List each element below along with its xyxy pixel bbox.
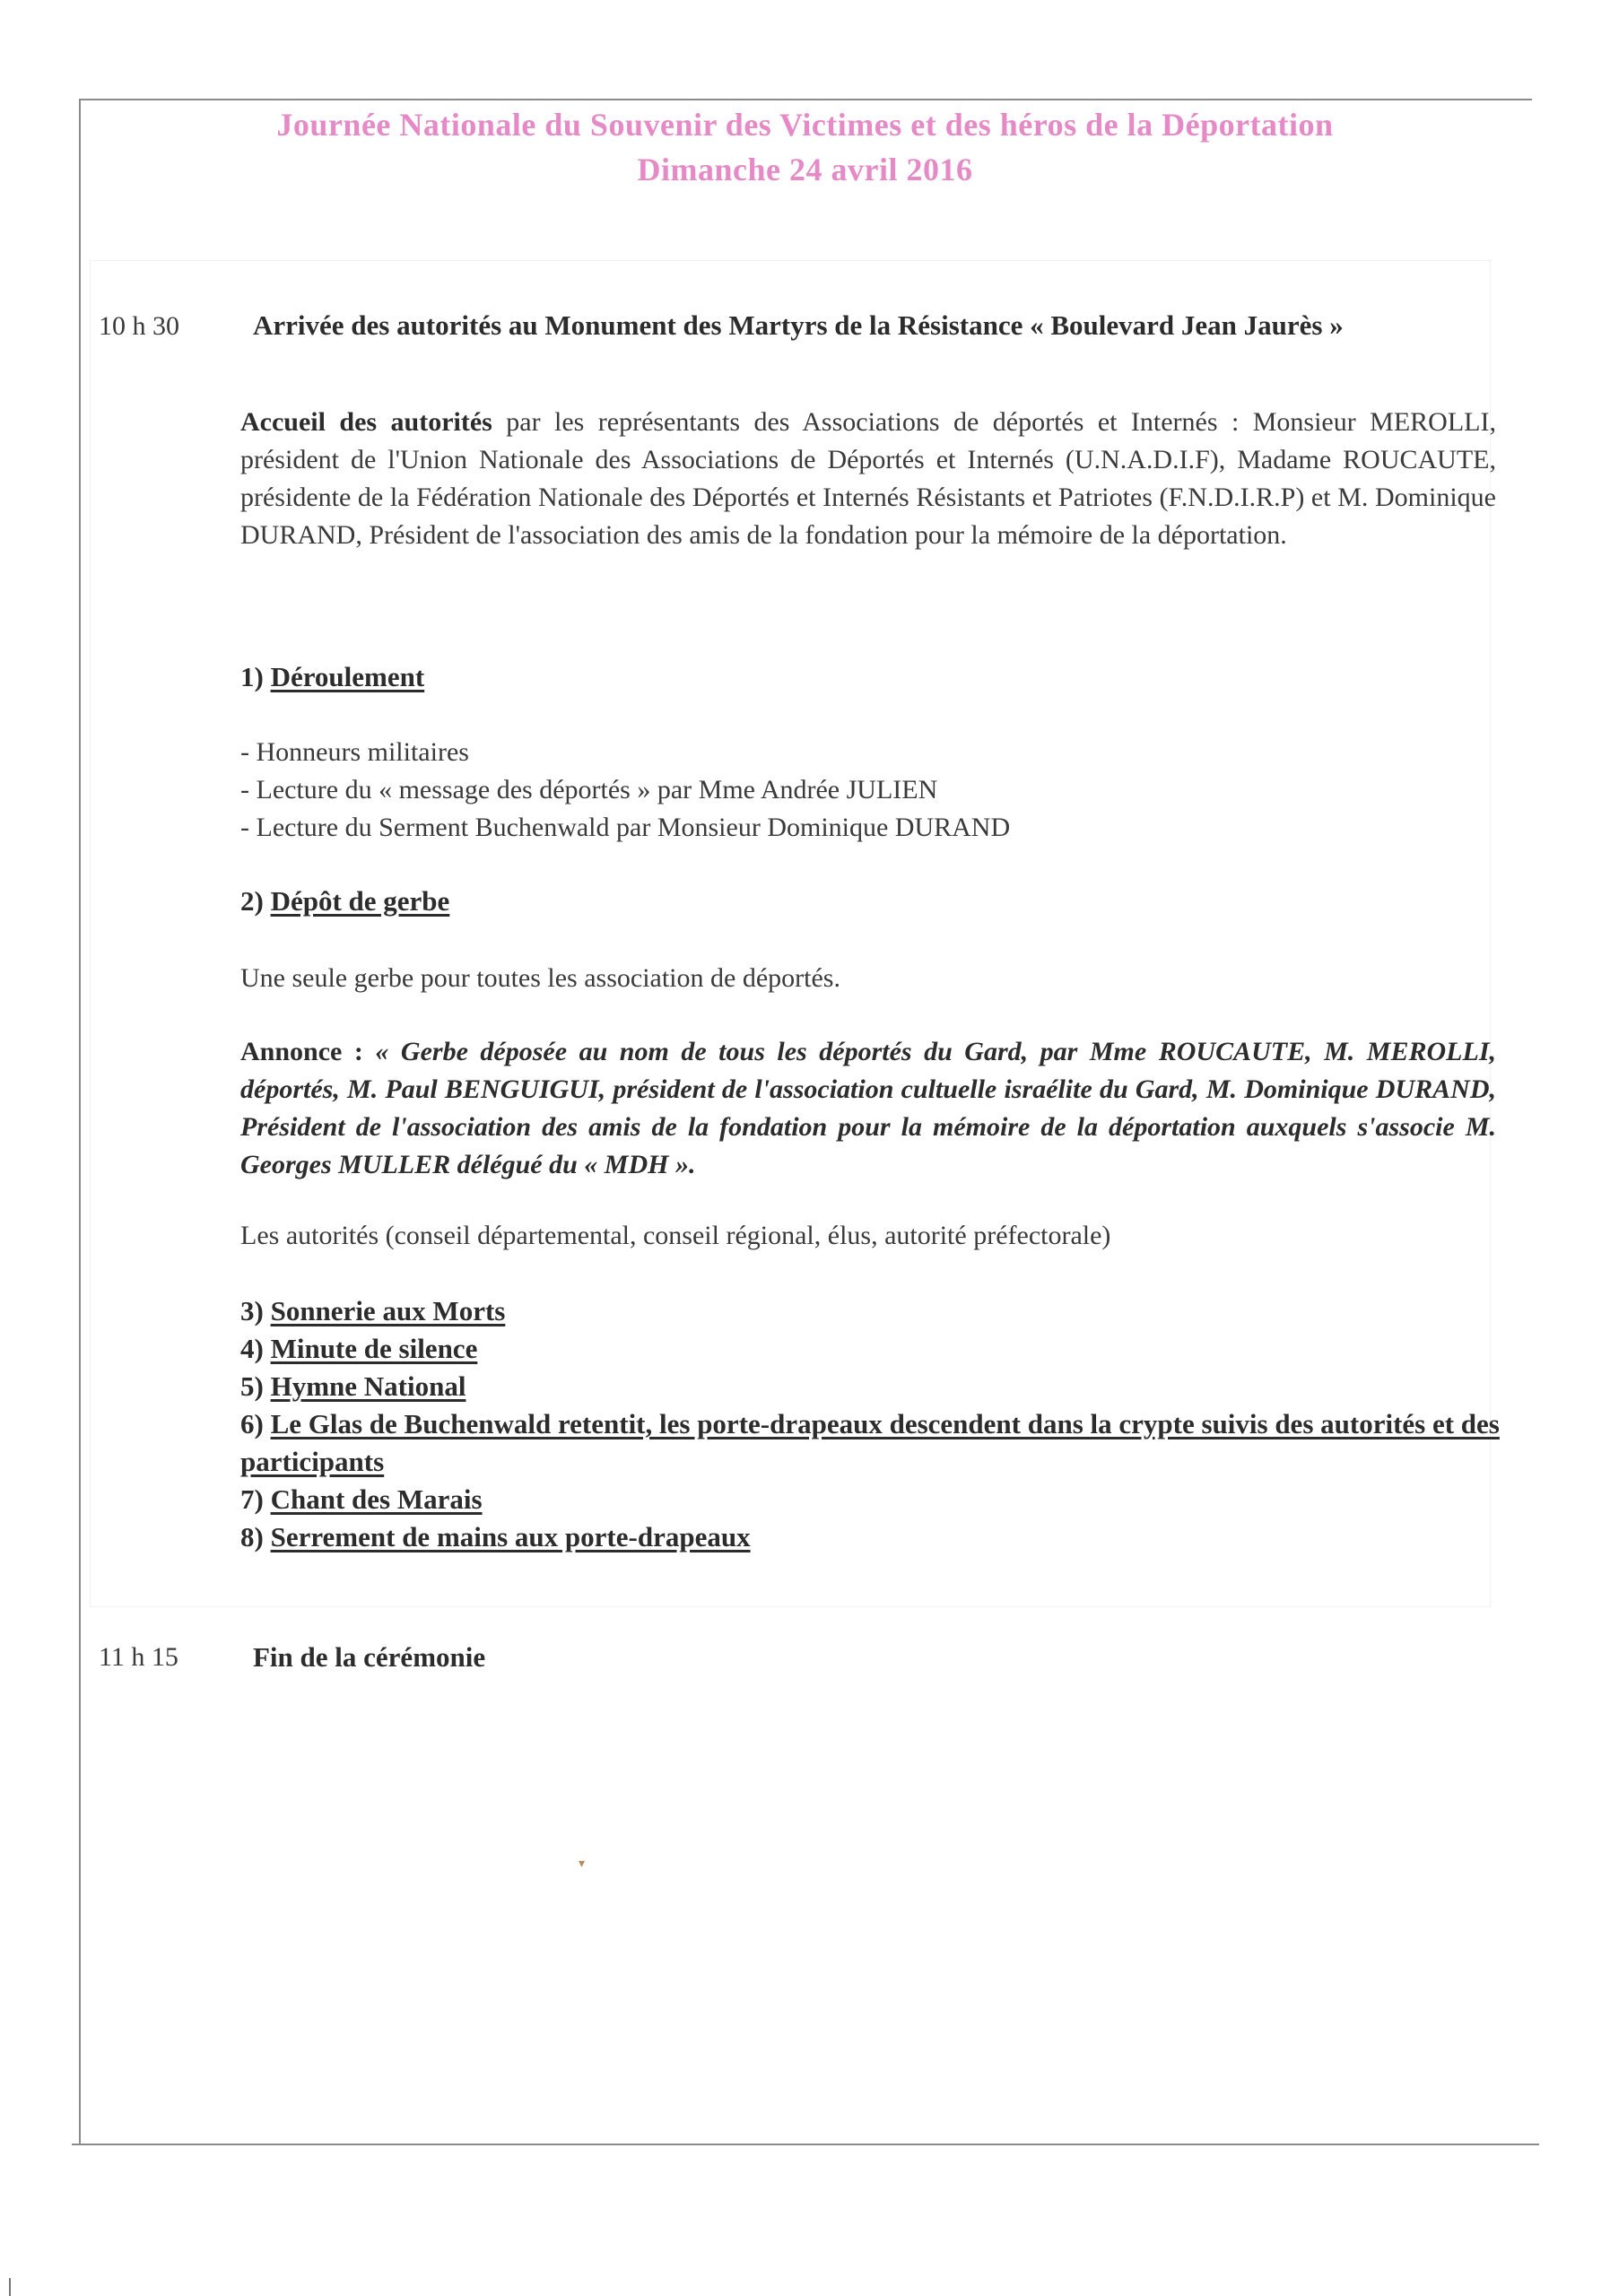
step-label: Le Glas de Buchenwald retentit, les porte-drapeaux descendent dans la crypte suivis des autorités et des participants xyxy=(240,1408,1500,1477)
step-item xyxy=(240,1368,1514,1405)
section-deroulement-number: 1) xyxy=(240,661,271,692)
document-date: Dimanche 24 avril 2016 xyxy=(637,152,973,187)
step-item xyxy=(240,1330,1514,1368)
step-label: Hymne National xyxy=(270,1370,466,1402)
step-item xyxy=(240,1481,1514,1518)
arrival-heading: Arrivée des autorités au Monument des Martyrs de la Résistance « Boulevard Jean Jaurès » xyxy=(253,309,1344,341)
deroulement-list xyxy=(240,734,1010,847)
step-number: 6) xyxy=(240,1408,271,1439)
step-label: Serrement de mains aux porte-drapeaux xyxy=(270,1521,751,1552)
step-number: 4) xyxy=(240,1333,271,1364)
step-item xyxy=(240,1518,1514,1556)
frame-bottom-rule xyxy=(72,2144,1539,2145)
autorites-paragraph: Les autorités (conseil départemental, conseil régional, élus, autorité préfectorale) xyxy=(240,1221,1111,1250)
document-title: Journée Nationale du Souvenir des Victimes et des héros de la Déportation xyxy=(276,107,1334,143)
annonce-label: Annonce : xyxy=(240,1037,376,1066)
section-depot-title: Dépôt de gerbe xyxy=(270,885,450,917)
accueil-lead: Accueil des autorités xyxy=(240,407,492,437)
step-label: Minute de silence xyxy=(270,1333,478,1364)
annonce-text: « Gerbe déposée au nom de tous les déportés du Gard, par Mme ROUCAUTE, M. MEROLLI, déportés, M. Paul BENGUIGUI, président de l'association cultuelle israélite du Gard, M. Dominique DURAND, Président de l'association des amis de la fondation pour la mémoire de la déportation auxquels s'associe M. Georges MULLER délégué du « MDH ». xyxy=(240,1037,1496,1179)
section-depot xyxy=(240,885,449,918)
ceremony-steps xyxy=(240,1292,1514,1556)
step-item xyxy=(240,1292,1514,1330)
frame-left-rule xyxy=(79,99,81,2144)
section-deroulement xyxy=(240,661,424,693)
time-start: 10 h 30 xyxy=(99,311,179,341)
step-label: Sonnerie aux Morts xyxy=(270,1295,506,1326)
end-heading: Fin de la cérémonie xyxy=(253,1641,486,1673)
step-label: Chant des Marais xyxy=(270,1483,483,1515)
section-depot-number: 2) xyxy=(240,885,271,917)
gerbe-paragraph: Une seule gerbe pour toutes les association de déportés. xyxy=(240,963,840,993)
scan-corner-mark xyxy=(9,2278,11,2296)
list-item: - Lecture du Serment Buchenwald par Monsieur Dominique DURAND xyxy=(240,813,1011,842)
frame-top-rule xyxy=(79,99,1532,100)
step-number: 3) xyxy=(240,1295,271,1326)
section-deroulement-title: Déroulement xyxy=(270,661,425,692)
step-item xyxy=(240,1405,1514,1481)
step-number: 8) xyxy=(240,1521,271,1552)
time-end: 11 h 15 xyxy=(99,1642,178,1672)
list-item: - Lecture du « message des déportés » par Mme Andrée JULIEN xyxy=(240,775,938,804)
scan-speck: ▾ xyxy=(579,1857,586,1871)
accueil-paragraph xyxy=(240,404,1496,554)
step-number: 7) xyxy=(240,1483,271,1515)
annonce-paragraph xyxy=(240,1033,1496,1184)
accueil-text: par les représentants des Associations de déportés et Internés : Monsieur MEROLLI, président de l'Union Nationale des Associations de Déportés et Internés (U.N.A.D.I.F), Madame ROUCAUTE, présidente de la Fédération Nationale des Déportés et Internés Résistants et Patriotes (F.N.D.I.R.P) et M. Dominique DURAND, Président de l'association des amis de la fondation pour la mémoire de la déportation. xyxy=(240,407,1496,550)
list-item: - Honneurs militaires xyxy=(240,737,469,767)
step-number: 5) xyxy=(240,1370,271,1402)
